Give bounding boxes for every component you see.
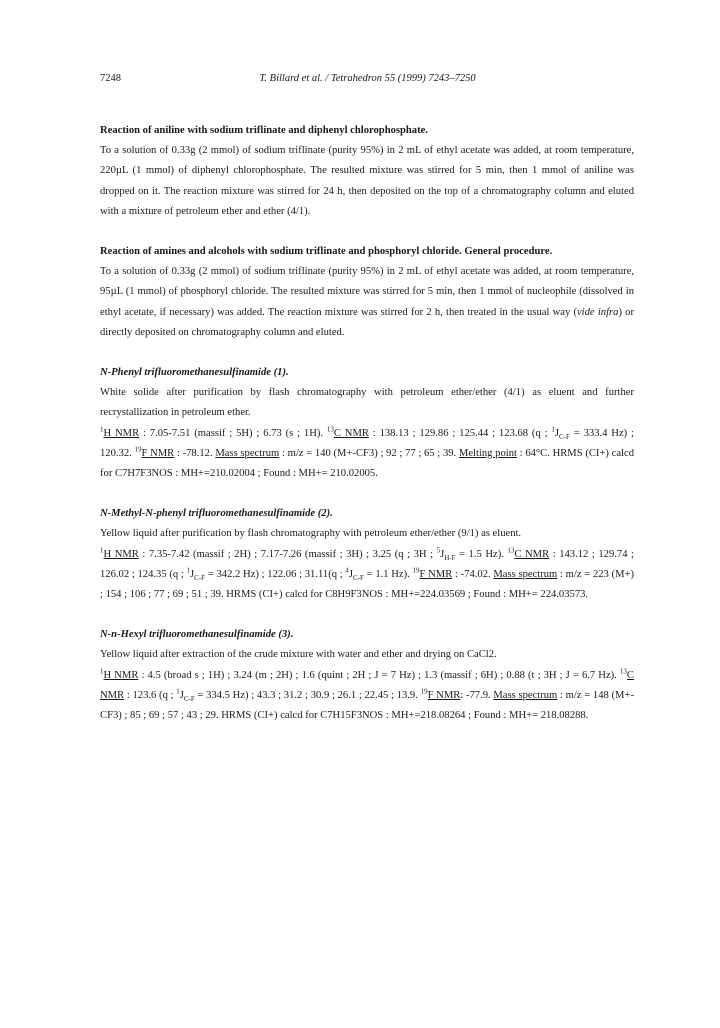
compound-characterization: $^1$H NMR : 7.35-7.42 (massif ; 2H) ; 7.17-7.26 (massif ; 3H) ; 3.25 (q ; 3H ; $^5J_{H-F} = 1.5$ Hz). $^{13}$C NMR : 143.12 ; 129.74 ; 126.02 ; 124.35 (q ; $^1J_{C-F} = 342.2$ Hz) ; 122.06 ; 31.11(q ; $^4J_{C-F} = 1.1$ Hz). $^{19}$F NMR : -74.02. Mass spectrum : m/z = 223 (M+) ; 154 ; 106 ; 77 ; 69 ; 51 ; 39. HRMS (CI+) calcd for C8H9F3NOS : MH+=224.03569 ; Found : MH+= 224.03573.	[100, 546, 634, 601]
compound-title: N-Phenyl trifluoromethanesulfinamide (1).	[100, 367, 289, 379]
section-title: Reaction of aniline with sodium triflinate and diphenyl chlorophosphate.	[100, 125, 428, 136]
compound-2	[100, 504, 634, 605]
compound-title: N-n-Hexyl trifluoromethanesulfinamide (3).	[100, 629, 294, 641]
general-procedure	[100, 242, 634, 343]
compound-characterization: $^1$H NMR : 4.5 (broad s ; 1H) ; 3.24 (m ; 2H) ; 1.6 (quint ; 2H ; J = 7 Hz) ; 1.3 (massif ; 6H) ; 0.88 (t ; 3H ; J = 6.7 Hz). $^{13}$C NMR : 123.6 (q ; $^1J_{C-F} = 334.5$ Hz) ; 43.3 ; 31.2 ; 30.9 ; 26.1 ; 22.45 ; 13.9. $^{19}$F NMR: -77.9. Mass spectrum : m/z = 148 (M+-CF3) ; 85 ; 69 ; 57 ; 43 ; 29. HRMS (CI+) calcd for C7H15F3NOS : MH+=218.08264 ; Found : MH+= 218.08288.	[100, 667, 634, 722]
compound-title: N-Methyl-N-phenyl trifluoromethanesulfinamide (2).	[100, 508, 333, 520]
compound-1	[100, 363, 634, 484]
compound-description: White solide after purification by flash chromatography with petroleum ether/ether (4/1) as eluent and further recrystallization in petroleum ether.	[100, 387, 634, 419]
procedure-aniline	[100, 121, 634, 222]
compound-3	[100, 625, 634, 726]
journal-citation: T. Billard et al. / Tetrahedron 55 (1999) 7243–7250	[259, 73, 476, 84]
article-body	[100, 121, 634, 726]
compound-characterization: $^1$H NMR : 7.05-7.51 (massif ; 5H) ; 6.73 (s ; 1H). $^{13}$C NMR : 138.13 ; 129.86 ; 125.44 ; 123.68 (q ; $^1J_{C-F} = 333.4$ Hz) ; 120.32. $^{19}$F NMR : -78.12. Mass spectrum : m/z = 140 (M+-CF3) ; 92 ; 77 ; 65 ; 39. Melting point : 64°C. HRMS (CI+) calcd for C7H7F3NOS : MH+=210.02004 ; Found : MH+= 210.02005.	[100, 425, 635, 480]
page-number: 7248	[100, 73, 121, 84]
compound-description: Yellow liquid after purification by flash chromatography with petroleum ether/ether (9/1) as eluent.	[100, 528, 522, 540]
compound-description: Yellow liquid after extraction of the crude mixture with water and ether and drying on CaCl2.	[100, 649, 497, 661]
section-title: Reaction of amines and alcohols with sodium triflinate and phosphoryl chloride. General procedure.	[100, 246, 553, 258]
section-paragraph: To a solution of 0.33g (2 mmol) of sodium triflinate (purity 95%) in 2 mL of ethyl acetate was added, at room temperature, 95µL (1 mmol) of phosphoryl chloride. The resulted mixture was stirred for 5 min, then 1 mmol of nucleophile (dissolved in ethyl acetate, if necessary) was added. The reaction mixture was stirred for 2 h, then treated in the usual way (vide infra) or directly deposited on chromatography column and eluted.	[100, 266, 634, 338]
section-paragraph: To a solution of 0.33g (2 mmol) of sodium triflinate (purity 95%) in 2 mL of ethyl acetate was added, at room temperature, 220µL (1 mmol) of diphenyl chlorophosphate. The resulted mixture was stirred for 5 min, then 1 mmol of aniline was dropped on it. The reaction mixture was stirred for 24 h, then deposited on the top of a chromatography column and eluted with a mixture of petroleum ether and ether (4/1).	[100, 145, 634, 217]
